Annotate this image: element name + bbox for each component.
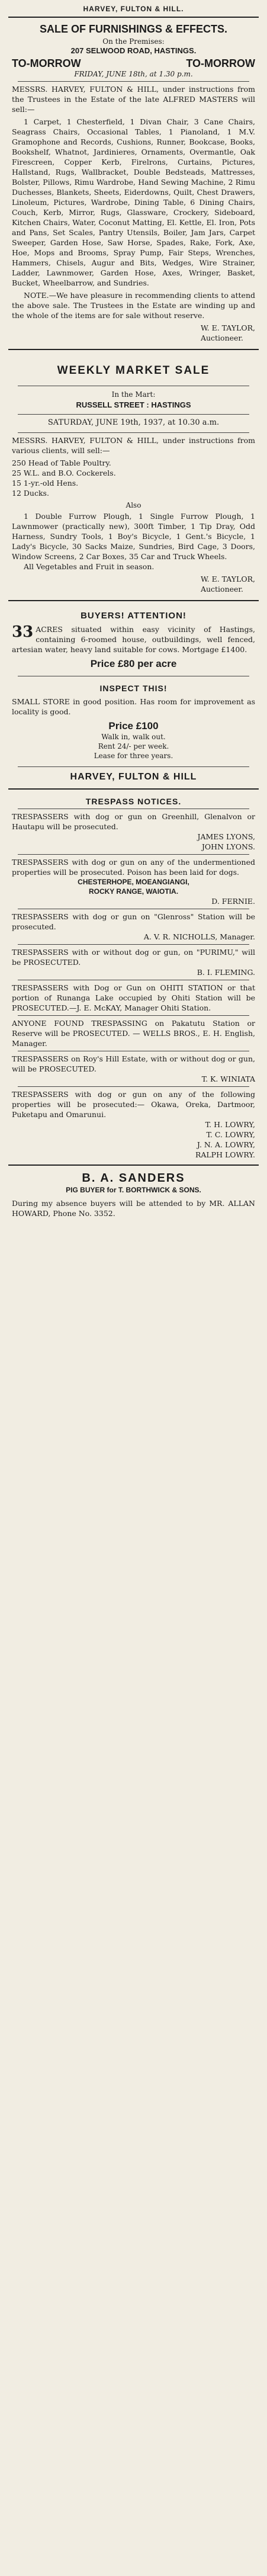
date-time: SATURDAY, JUNE 19th, 1937, at 10.30 a.m. <box>47 418 220 427</box>
divider <box>8 1165 259 1166</box>
ad-title: BUYERS! ATTENTION! <box>81 611 186 621</box>
items-list: 1 Double Furrow Plough, 1 Single Furrow Plough, 1 Lawnmower (practically new), 300ft Timber, 1 Tip Dray, Odd Harness, Sundry Tools, 1 Boy's Bicycle, 1 Gent.'s Bicycle, 1 Lady's Bicycle, 30 Sacks Maize, Sundries, Bird Cage, 3 Doors, Window Screens, 2 Car Boxes, 35 Car and Truck Wheels. <box>12 512 255 561</box>
rent-line: Rent 24/- per week. <box>98 742 169 750</box>
mart-label: In the Mart: <box>111 390 156 399</box>
notice-2-properties: ROCKY RANGE, WAIOTIA. <box>88 887 179 896</box>
ad-subtitle: PIG BUYER for T. BORTHWICK & SONS. <box>66 1186 201 1194</box>
divider <box>8 349 259 350</box>
divider <box>18 414 249 415</box>
signer-title: Auctioneer. <box>200 333 243 342</box>
items-list: 1 Carpet, 1 Chesterfield, 1 Divan Chair, 3 Cane Chairs, Seagrass Chairs, Occasional Tables, 1 Pianoland, 1 M.V. Gramophone and Records, Cushions, Runner, Bookcase, Books, Bookshelf, Whatnot, Jardinieres, Ornaments, Overmantle, Oak Firescreen, Copper Kerb, Firelrons, Curtains, Pictures, Hallstand, Rugs, Wallbracket, Double Bedsteads, Mattresses, Bolster, Pillows, Rimu Wardrobe, Hand Sewing Machine, 2 Rimu Duchesses, Blankets, Sheets, Eiderdowns, Quilt, Chest Drawers, Linoleum, Pictures, Wardrobe, Dining Table, 6 Dining Chairs, Couch, Kerb, Mirror, Rugs, Glassware, Crockery, Sideboard, Kitchen Chairs, Water, Coconut Matting, El. Kettle, El. Iron, Pots and Pans, Set Scales, Pantry Utensils, Boiler, Jam Jars, Carpet Sweeper, Garden Hose, Saw Horse, Spades, Rake, Fork, Axe, Hoe, Mops and Brooms, Spray Pump, Fair Steps, Wrenches, Hammers, Chisels, Augur and Bits, Wedges, Wire Strainer, Ladder, Lawnmower, Garden Hose, Axes, Wringer, Basket, Bucket, Wheelbarrow, and Sundries. <box>12 117 255 287</box>
location: RUSSELL STREET : HASTINGS <box>76 400 191 409</box>
list-item: 250 Head of Table Poultry. <box>12 458 111 467</box>
ad-buyers-attention <box>0 605 267 670</box>
notice-4: TRESPASSERS with or without dog or gun, on "PURIMU," will be PROSECUTED. <box>12 948 255 967</box>
ad-title: SALE OF FURNISHINGS & EFFECTS. <box>39 23 227 35</box>
notice-3-signer: A. V. R. NICHOLLS, Manager. <box>143 932 255 941</box>
address: 207 SELWOOD ROAD, HASTINGS. <box>70 46 197 55</box>
notice-8-signer: J. N. A. LOWRY, <box>197 1140 255 1149</box>
notice-1: TRESPASSERS with dog or gun on Greenhill, Glenalvon or Hautapu will be prosecuted. <box>12 812 255 831</box>
ad-text: ACRES situated within easy vicinity of Hastings, containing 6-roomed house, outbuildings, well fenced, artesian water, heavy land suitable for cows. Mortgage £1400. <box>12 625 255 654</box>
notice-4-signer: B. I. FLEMING. <box>197 968 255 977</box>
divider <box>18 432 249 433</box>
intro-text: MESSRS. HARVEY, FULTON & HILL, under instructions from the Trustees in the Estate of the late ALFRED MASTERS will sell:— <box>12 85 255 114</box>
divider <box>18 766 249 767</box>
trespass-notices <box>0 793 267 1160</box>
notice-8: TRESPASSERS with dog or gun on any of the following properties will be prosecuted:— Okawa, Oreka, Dartmoor, Puketapu and Omarunui. <box>12 1090 255 1119</box>
ad-text: SMALL STORE in good position. Has room for improvement as locality is good. <box>12 697 255 716</box>
divider <box>18 81 249 82</box>
price: Price £100 <box>108 720 159 732</box>
notice-7: TRESPASSERS on Roy's Hill Estate, with or without dog or gun, will be PROSECUTED. <box>12 1054 255 1073</box>
veg-note: All Vegetables and Fruit in season. <box>24 562 155 571</box>
also-label: Also <box>126 501 141 509</box>
divider <box>8 17 259 18</box>
tomorrow-row <box>0 57 267 69</box>
price: Price £80 per acre <box>90 658 177 669</box>
ad-title: WEEKLY MARKET SALE <box>57 364 210 377</box>
ad-body <box>0 624 267 655</box>
notice-2-signer: D. FERNIE. <box>211 897 255 906</box>
list-item: 12 Ducks. <box>12 489 49 498</box>
list-item: 15 1-yr.-old Hens. <box>12 479 79 487</box>
notice-8-signer: T. C. LOWRY, <box>206 1130 255 1139</box>
premises-label: On the Premises: <box>102 37 165 46</box>
lease-line: Lease for three years. <box>94 752 173 760</box>
notice-2-properties: CHESTERHOPE, MOEANGIANGI, <box>78 878 189 886</box>
intro-text: MESSRS. HARVEY, FULTON & HILL, under instructions from various clients, will sell:— <box>12 436 255 455</box>
notice-1-signer: JAMES LYONS, <box>197 832 255 841</box>
walk-line: Walk in, walk out. <box>101 733 166 741</box>
tomorrow-left: TO-MORROW <box>12 57 81 69</box>
ad-title: B. A. SANDERS <box>82 1172 185 1185</box>
firm-header: HARVEY, FULTON & HILL. <box>83 5 184 13</box>
notice-7-signer: T. K. WINIATA <box>201 1074 255 1083</box>
ad-furnishings-sale <box>0 0 267 343</box>
notice-3: TRESPASSERS with dog or gun on "Glenross" Station will be prosecuted. <box>12 912 255 931</box>
ad-text: During my absence buyers will be attended to by MR. ALLAN HOWARD, Phone No. 3352. <box>12 1199 255 1218</box>
notice-2: TRESPASSERS with dog or gun on any of the undermentioned properties will be prosecuted. Poison has been laid for dogs. <box>12 858 255 877</box>
signer: W. E. TAYLOR, <box>200 575 255 583</box>
ad-sanders <box>0 1169 267 1218</box>
ad-inspect-this <box>0 679 267 761</box>
divider <box>8 600 259 601</box>
lot-list <box>0 458 267 498</box>
notice-8-signer: RALPH LOWRY. <box>195 1150 255 1159</box>
firm-footer: HARVEY, FULTON & HILL <box>70 772 197 782</box>
divider <box>8 788 259 790</box>
divider <box>18 1015 249 1016</box>
date-time: FRIDAY, JUNE 18th, at 1.30 p.m. <box>74 70 193 78</box>
note-text: NOTE.—We have pleasure in recommending clients to attend the above sale. The Trustees in the Estate are winding up and the whole of the items are for sale without reserve. <box>12 291 255 320</box>
ad-title: INSPECT THIS! <box>99 684 168 693</box>
ad-weekly-market-sale <box>0 354 267 594</box>
list-item: 25 W.L. and B.O. Cockerels. <box>12 469 116 477</box>
section-title: TRESPASS NOTICES. <box>85 797 182 806</box>
signer: W. E. TAYLOR, <box>200 323 255 332</box>
notice-8-signer: T. H. LOWRY, <box>205 1120 255 1129</box>
tomorrow-right: TO-MORROW <box>186 57 255 69</box>
divider <box>18 944 249 945</box>
acreage-number: 33 <box>12 623 34 641</box>
divider <box>18 854 249 855</box>
divider <box>18 1086 249 1087</box>
notice-1-signer: JOHN LYONS. <box>201 842 255 851</box>
signer-title: Auctioneer. <box>200 585 243 594</box>
notice-6: ANYONE FOUND TRESPASSING on Pakatutu Station or Reserve will be PROSECUTED. — WELLS BROS., E. H. English, Manager. <box>12 1019 255 1048</box>
notice-5: TRESPASSERS with Dog or Gun on OHITI STATION or that portion of Runanga Lake occupied by Ohiti Station will be PROSECUTED.—J. E. McKAY, Manager Ohiti Station. <box>12 983 255 1012</box>
